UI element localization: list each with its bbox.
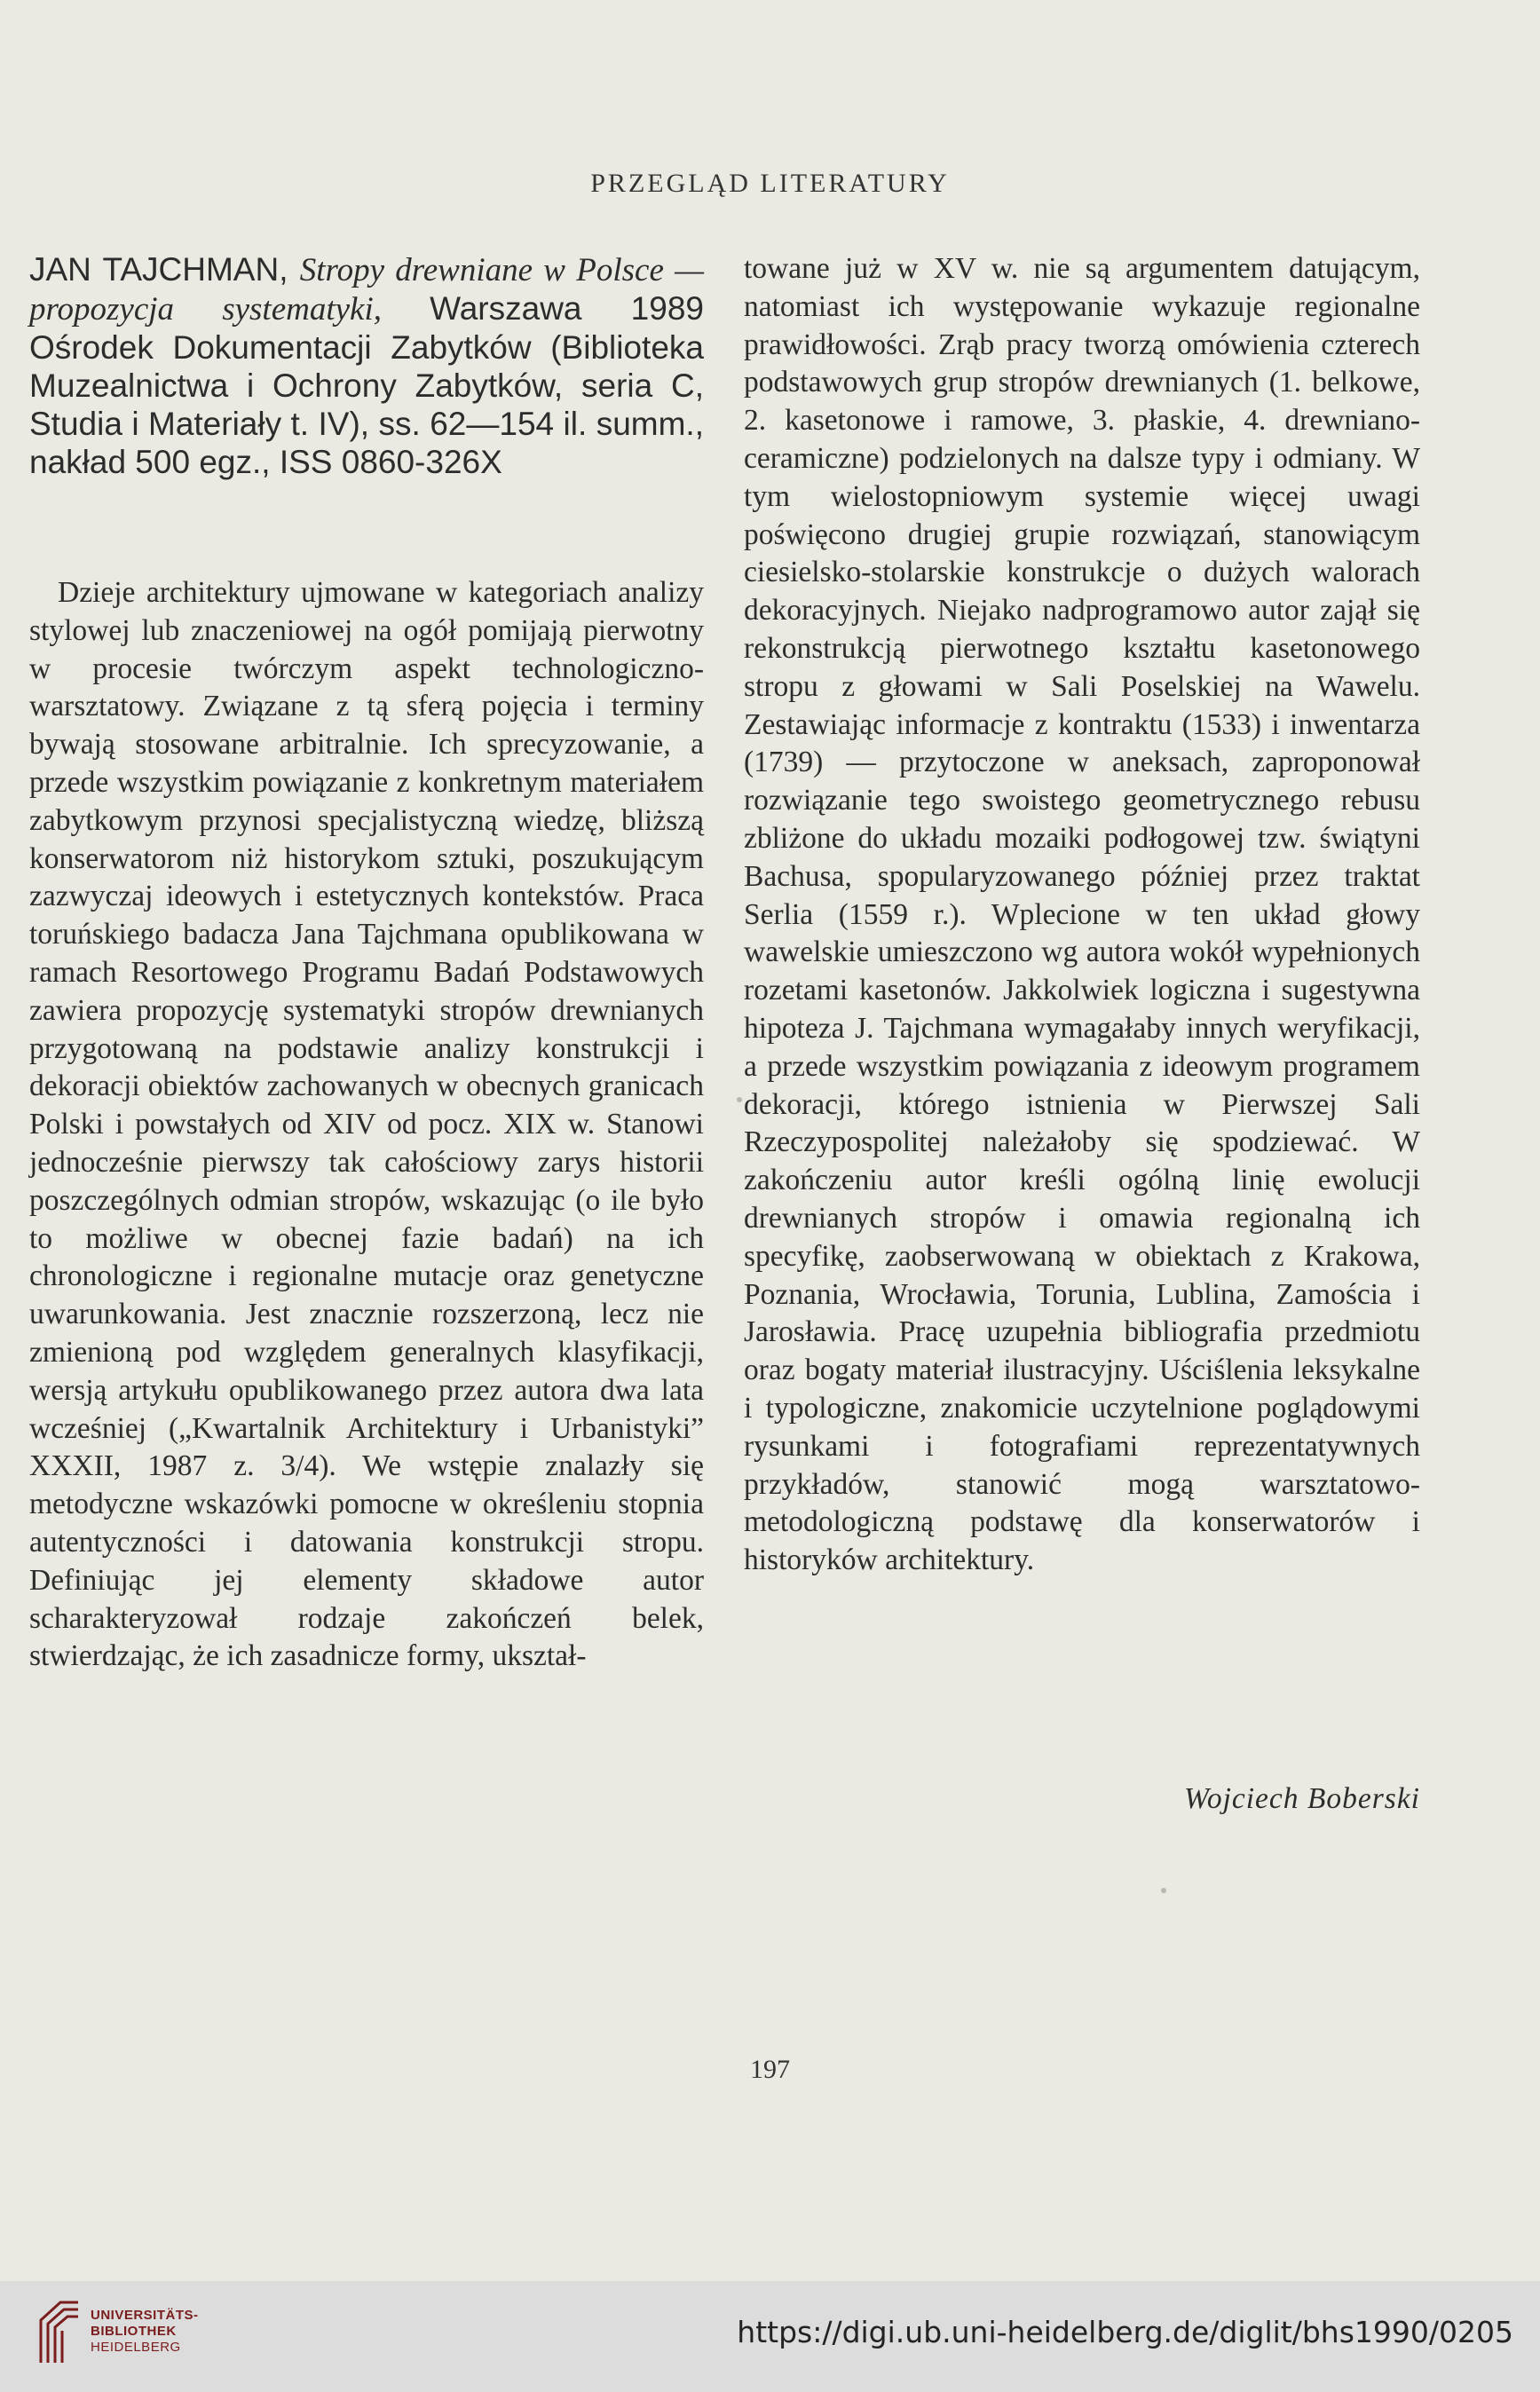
viewer-footer xyxy=(0,2281,1540,2392)
logo-line-2: BIBLIOTHEK xyxy=(91,2324,177,2339)
logo-line-1: UNIVERSITÄTS- xyxy=(91,2308,199,2323)
library-logo-icon xyxy=(34,2299,82,2364)
review-text-left: Dzieje architektury ujmowane w kategoriach analizy stylowej lub znaczeniowej na ogół pomijają pierwotny w procesie twórczym aspekt technologiczno-warsztatowy. Związane z tą sferą pojęcia i terminy bywają stosowane arbitralnie. Ich sprecyzowanie, a przede wszystkim powiązanie z konkretnym materiałem zabytkowym przynosi specjalistyczną wiedzę, bliższą konserwatorom niż historykom sztuki, poszukującym zazwyczaj ideowych i estetycznych kontekstów. Praca toruńskiego badacza Jana Tajchmana opublikowana w ramach Resortowego Programu Badań Podstawowych zawiera propozycję systematyki stropów drewnianych przygotowaną na podstawie analizy konstrukcji i dekoracji obiektów zachowanych w obecnych granicach Polski i powstałych od XIV od pocz. XIX w. Stanowi jednocześnie pierwszy tak całościowy zarys historii poszczególnych odmian stropów, wskazując (o ile było to możliwe w obecnej fazie badań) na ich chronologiczne i regionalne mutacje oraz genetyczne uwarunkowania. Jest znacznie rozszerzoną, lecz nie zmienioną pod względem generalnych klasyfikacji, wersją artykułu opublikowanego przez autora dwa lata wcześniej („Kwartalnik Architektury i Urbanistyki” XXXII, 1987 z. 3/4). We wstępie znalazły się metodyczne wskazówki pomocne w określeniu stopnia autentyczności i datowania konstrukcji stropu. Definiując jej elementy składowe autor scharakteryzował rodzaje zakończeń belek, stwierdzając, że ich zasadnicze formy, ukształ- xyxy=(29,576,704,1673)
book-author: JAN TAJCHMAN, xyxy=(29,251,300,288)
running-head: PRZEGLĄD LITERATURY xyxy=(590,169,950,198)
logo-line-3: HEIDELBERG xyxy=(91,2340,181,2355)
permalink-url[interactable]: https://digi.ub.uni-heidelberg.de/diglit/bhs1990/0205 xyxy=(737,2315,1513,2349)
library-logo[interactable] xyxy=(34,2299,199,2364)
right-column xyxy=(744,250,1420,1580)
page-number: 197 xyxy=(750,2055,790,2084)
book-details: Warszawa 1989 Ośrodek Dokumentacji Zabytków (Biblioteka Muzealnictwa i Ochrony Zabytków, seria C, Studia i Materiały t. IV), ss. 62—154 il. summ., nakład 500 egz., ISS 0860-326X xyxy=(29,290,704,480)
reviewer-signature: Wojciech Boberski xyxy=(1183,1782,1420,1815)
paper-speck xyxy=(1161,1888,1166,1893)
book-title: Stropy drewniane w Polsce — propozycja systematyki, xyxy=(29,252,705,328)
library-logo-text xyxy=(91,2308,199,2356)
paper-speck xyxy=(737,1097,742,1102)
left-column xyxy=(29,250,704,1676)
review-text-right: towane już w XV w. nie są argumentem datującym, natomiast ich występowanie wykazuje regionalne prawidłowości. Zrąb pracy tworzą omówienia czterech podstawowych grup stropów drewnianych (1. belkowe, 2. kasetonowe i ramowe, 3. płaskie, 4. drewniano-ceramiczne) podzielonych na dalsze typy i odmiany. W tym wielostopniowym systemie więcej uwagi poświęcono drugiej grupie rozwiązań, stanowiącym ciesielsko-stolarskie konstrukcje o dużych walorach dekoracyjnych. Niejako nadprogramowo autor zajął się rekonstrukcją pierwotnego kształtu kasetonowego stropu z głowami w Sali Poselskiej na Wawelu. Zestawiając informacje z kontraktu (1533) i inwentarza (1739) — przytoczone w aneksach, zaproponował rozwiązanie tego swoistego geometrycznego rebusu zbliżone do układu mozaiki podłogowej tzw. świątyni Bachusa, spopularyzowanego później przez traktat Serlia (1559 r.). Wplecione w ten układ głowy wawelskie umieszczono wg autora wokół wypełnionych rozetami kasetonów. Jakkolwiek logiczna i sugestywna hipoteza J. Tajchmana wymagałaby innych weryfikacji, a przede wszystkim powiązania z ideowym programem dekoracji, którego istnienia w Pierwszej Sali Rzeczypospolitej należałoby się spodziewać. W zakończeniu autor kreśli ogólną linię ewolucji drewnianych stropów i omawia regionalną ich specyfikę, zaobserwowaną w obiektach z Krakowa, Poznania, Wrocławia, Torunia, Lublina, Zamościa i Jarosławia. Pracę uzupełnia bibliografia przedmiotu oraz bogaty materiał ilustracyjny. Uściślenia leksykalne i typologiczne, znakomicie uczytelnione poglądowymi rysunkami i fotografiami reprezentatywnych przykładów, stanowić mogą warsztatowo-metodologiczną podstawę dla konserwatorów i historyków architektury. xyxy=(744,252,1420,1577)
bibliographic-entry xyxy=(29,250,704,481)
